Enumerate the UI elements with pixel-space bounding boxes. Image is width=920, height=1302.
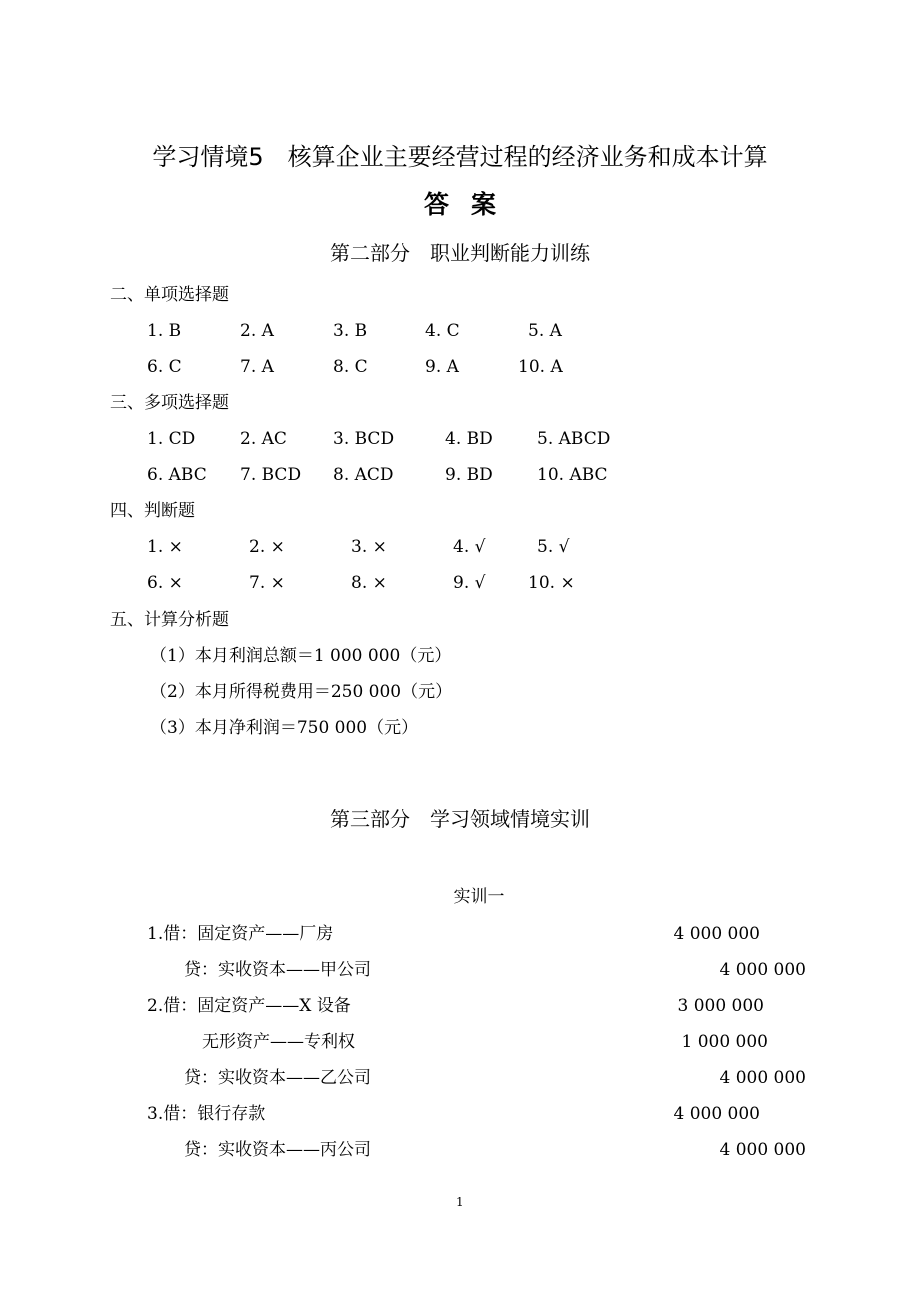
multiple-choice-heading: 三、多项选择题 [110,393,229,413]
answer: 8. C [333,357,368,377]
answer: 10. A [518,357,563,377]
answer: 8. ACD [333,465,394,485]
answer: 6. × [147,573,183,593]
debit-amount: 4 000 000 [673,924,760,944]
answer: 1. × [147,537,183,557]
answer: 4. C [425,321,460,341]
answer: 9. BD [445,465,493,485]
answer: 5. ABCD [537,429,611,449]
answer: 7. BCD [240,465,302,485]
single-choice-heading: 二、单项选择题 [110,285,229,305]
answer: 7. A [240,357,274,377]
answer: 4. √ [453,537,486,557]
credit-amount: 4 000 000 [719,960,806,980]
calculation-item: （2）本月所得税费用＝250 000（元） [150,682,453,702]
training-title: 实训一 [453,887,505,907]
document-title: 学习情境5 核算企业主要经营过程的经济业务和成本计算 [152,143,768,171]
answer: 9. √ [453,573,486,593]
answer: 8. × [351,573,387,593]
answer: 9. A [425,357,459,377]
answer: 6. C [147,357,182,377]
journal-entry-text: 3.借：银行存款 [147,1104,266,1124]
journal-entry-text: 贷：实收资本——甲公司 [184,960,371,980]
calculation-item: （3）本月净利润＝750 000（元） [150,718,419,738]
answer: 1. B [147,321,182,341]
answer: 10. ABC [537,465,608,485]
page-number: 1 [456,1195,464,1209]
answer: 4. BD [445,429,493,449]
journal-entry-text: 贷：实收资本——丙公司 [184,1140,371,1160]
answer: 5. √ [537,537,570,557]
calculation-item: （1）本月利润总额＝1 000 000（元） [150,646,452,666]
debit-amount: 1 000 000 [681,1032,768,1052]
credit-amount: 4 000 000 [719,1068,806,1088]
answer: 3. BCD [333,429,395,449]
part2-heading: 第二部分 职业判断能力训练 [330,241,590,265]
debit-amount: 4 000 000 [673,1104,760,1124]
answer: 6. ABC [147,465,207,485]
true-false-heading: 四、判断题 [110,501,195,521]
answer: 2. × [249,537,285,557]
answer: 2. AC [240,429,287,449]
journal-entry-text: 贷：实收资本——乙公司 [184,1068,371,1088]
credit-amount: 4 000 000 [719,1140,806,1160]
answer: 2. A [240,321,274,341]
answer: 10. × [528,573,575,593]
answer: 5. A [528,321,562,341]
journal-entry-text: 2.借：固定资产——X 设备 [147,996,351,1016]
journal-entry-text: 1.借：固定资产——厂房 [147,924,334,944]
answer: 3. B [333,321,368,341]
answer: 7. × [249,573,285,593]
answer-heading: 答案 [423,190,518,219]
answer: 1. CD [147,429,196,449]
journal-entry-text: 无形资产——专利权 [202,1032,355,1052]
calculation-heading: 五、计算分析题 [110,610,229,630]
debit-amount: 3 000 000 [677,996,764,1016]
answer: 3. × [351,537,387,557]
part3-heading: 第三部分 学习领域情境实训 [330,807,590,831]
